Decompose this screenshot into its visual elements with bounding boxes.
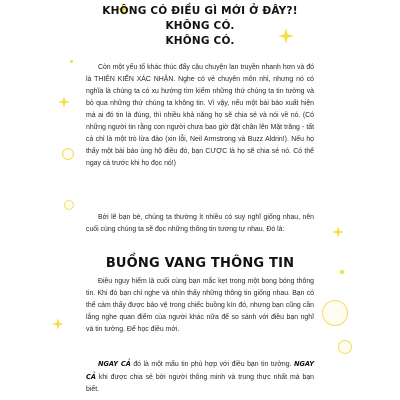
section-title: BUỒNG VANG THÔNG TIN [105,256,295,271]
heading-line-3: KHÔNG CÓ. [165,35,235,47]
paragraph-friends: Bởi lẽ bạn bè, chúng ta thường ít nhiều có suy nghĩ giống nhau, nên cuối cùng chúng ta sẽ đọc những thông tin tương tự nhau. Đó là: [86,214,314,233]
paragraph-text: khi được chia sẻ bởi người thông minh và trung thực nhất mà bạn biết. [86,374,314,393]
sparkle-icon [332,226,344,238]
bubble-decoration [322,300,348,326]
emphasis-text: NGAY CẢ [98,360,131,368]
paragraph-even-if [86,358,314,396]
paragraph-text: đó là một mẩu tin phù hợp với điều bạn tin tưởng. [130,361,294,368]
bubble-decoration [62,148,74,160]
sparkle-icon [58,96,70,108]
page-heading [0,4,400,49]
paragraph-echo-chamber: Điều nguy hiểm là cuối cùng bạn mắc kẹt trong một bong bóng thông tin. Khi đó bạn chỉ nghe và nhìn thấy những thông tin giống nhau. Bạn có thể cảm thấy được bảo vệ trong chiếc buồng kín đó, nhưng bạn cũng cần lắng nghe quan điểm của người khác nữa để so sánh với điều bạn nghĩ và tin tưởng. Để học điều mới. [86,278,314,333]
paragraph-confirmation-bias: Còn một yếu tố khác thúc đẩy câu chuyện lan truyền nhanh hơn và đó là THIÊN KIẾN XÁC NHẬN. Nghe có vẻ chuyên môn nhỉ, nhưng nó có nghĩa là chúng ta có xu hướng tìm kiếm những thứ chúng ta tin tưởng và bỏ qua những thứ chúng ta không tin. Vì vậy, nếu một bài báo xuất hiện mà ai đó tin là đúng, thì nhiều khả năng họ sẽ chia sẻ và nói về nó. (Có những người tin rằng con người chưa bao giờ đặt chân lên Mặt trăng - tất cả chỉ là một trò lừa đảo (xin lỗi, Neil Armstrong và Buzz Aldrin!). Nếu họ thấy một bài báo ủng hộ điều đó, bạn CƯỢC là họ sẽ chia sẻ nó. Có thể ngay cả trước khi họ đọc nó!) [86,64,314,167]
heading-line-2: KHÔNG CÓ. [165,20,235,32]
emphasis-text: NGAY CẢ [86,360,314,381]
sparkle-icon [52,318,64,330]
heading-line-1: KHÔNG CÓ ĐIỀU GÌ MỚI Ở ĐÂY?! [102,5,298,17]
bubble-decoration [64,200,74,210]
bubble-decoration [338,340,352,354]
dot-decoration [70,60,73,63]
